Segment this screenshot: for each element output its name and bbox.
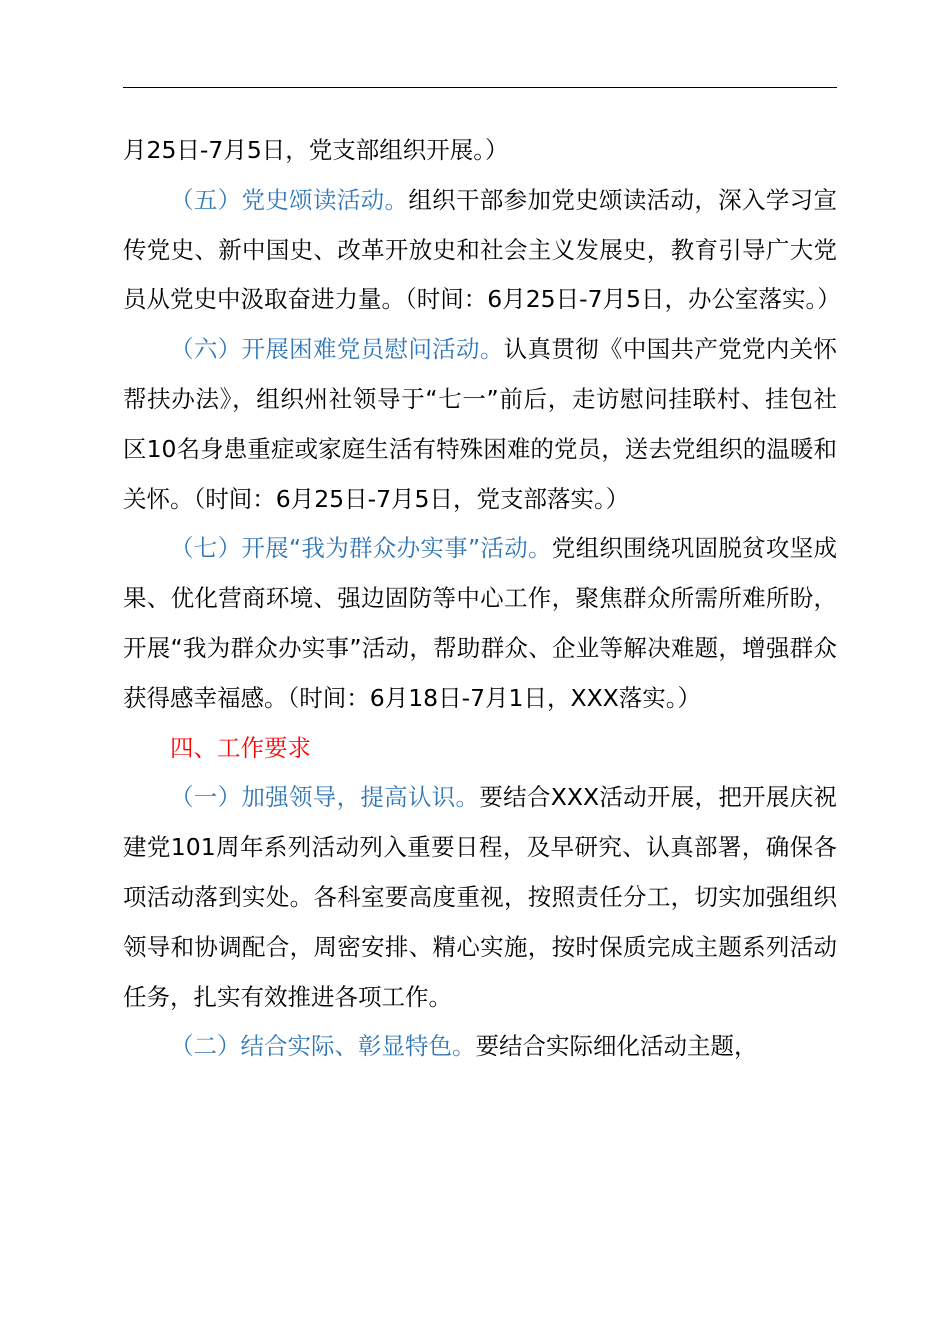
paragraph-body: 党组织围绕巩固脱贫攻坚成果、优化营商环境、强边固防等中心工作，聚焦群众所需所难所盼，开展“我为群众办实事”活动，帮助群众、企业等解决难题，增强群众获得感幸福感。（时间：6月18日-7月1日，XXX落实。） [123,534,837,712]
paragraph-requirement-1 [123,773,837,1022]
paragraph-continuation [123,126,837,176]
item-heading: （五）党史颂读活动。 [170,185,409,214]
paragraph-body: 要结合实际细化活动主题， [475,1032,758,1061]
paragraph-body: 月25日-7月5日，党支部组织开展。） [123,136,509,164]
item-heading: （七）开展“我为群众办实事”活动。 [170,534,552,563]
paragraph-requirement-2 [123,1022,837,1072]
item-heading: （二）结合实际、彰显特色。 [170,1032,476,1061]
item-heading: （六）开展困难党员慰问活动。 [170,335,504,364]
paragraph-body: 组织干部参加党史颂读活动，深入学习宣传党史、新中国史、改革开放史和社会主义发展史，教育引导广大党员从党史中汲取奋进力量。（时间：6月25日-7月5日，办公室落实。） [123,185,841,314]
paragraph-item-7 [123,524,837,723]
header-rule [123,87,837,88]
paragraph-body: 认真贯彻《中国共产党党内关怀帮扶办法》，组织州社领导于“七一”前后，走访慰问挂联村、挂包社区10名身患重症或家庭生活有特殊困难的党员，送去党组织的温暖和关怀。（时间：6月25日-7月5日，党支部落实。） [123,335,838,513]
item-heading: （一）加强领导，提高认识。 [170,783,480,812]
paragraph-body: 要结合XXX活动开展，把开展庆祝建党101周年系列活动列入重要日程，及早研究、认真部署，确保各项活动落到实处。各科室要高度重视，按照责任分工，切实加强组织领导和协调配合，周密安排、精心实施，按时保质完成主题系列活动任务，扎实有效推进各项工作。 [123,783,838,1011]
section-heading: 四、工作要求 [170,733,311,762]
paragraph-item-5 [123,176,841,325]
document-body [123,126,841,1072]
paragraph-item-6 [123,325,837,524]
